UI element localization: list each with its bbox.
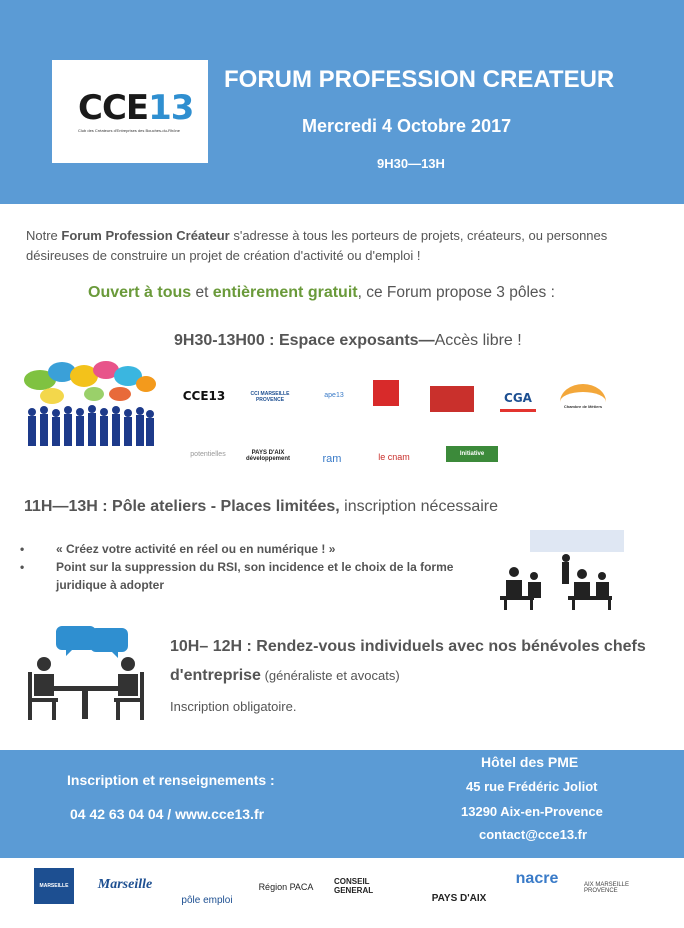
phone-website: 04 42 63 04 04 / www.cce13.fr xyxy=(70,806,265,822)
partner-logo-chambre-metiers: Chambre de Métiers xyxy=(560,384,606,420)
partner-logo-red-banner xyxy=(430,386,474,412)
event-title: FORUM PROFESSION CREATEUR xyxy=(224,66,615,93)
ateliers-heading: 11H—13H : Pôle ateliers - Places limitées, inscription nécessaire xyxy=(24,498,499,515)
sponsor-logo-nacre: nacre xyxy=(515,870,559,887)
info-label: Inscription et renseignements : xyxy=(67,772,275,788)
venue-street: 45 rue Frédéric Joliot xyxy=(466,779,598,794)
sponsor-logo-region-paca: Région PACA xyxy=(258,882,314,892)
footer-banner xyxy=(0,750,684,858)
header-banner xyxy=(0,0,684,204)
intro-paragraph: Notre Forum Profession Créateur s'adresse à tous les porteurs de projets, créateurs, ou personnes désireuses de construire un projet de création d'activité ou d'emploi ! xyxy=(26,228,608,263)
sponsor-logo-aix-marseille-provence: AIX MARSEILLE PROVENCE xyxy=(584,882,630,894)
sponsor-logo-marseille-tourisme: Marseille xyxy=(97,877,153,892)
sponsor-logo-conseil-general: CONSEIL GENERAL xyxy=(334,877,374,895)
contact-email: contact@cce13.fr xyxy=(479,827,588,842)
partner-logo-potentielles: potentielles xyxy=(190,450,226,458)
partner-logo-red-square xyxy=(373,380,399,406)
partner-logo-initiative: Initiative xyxy=(446,446,498,462)
sponsor-logo-marseille-eu: MARSEILLE xyxy=(34,868,74,904)
list-item: • « Créez votre activité en réel ou en numérique ! » xyxy=(18,540,488,558)
logo-wordmark: CCE13 xyxy=(78,88,194,128)
meeting-chat-icon xyxy=(24,626,148,722)
rdv-registration-note: Inscription obligatoire. xyxy=(170,699,297,714)
venue-city: 13290 Aix-en-Provence xyxy=(461,804,603,819)
partner-logo-cnam: le cnam xyxy=(378,452,410,462)
partner-logo-cga: CGA xyxy=(500,386,536,412)
partner-logo-cce13: CCE13 xyxy=(182,389,226,403)
logo-subtitle: Club des Créateurs d'Entreprises des Bouches-du-Rhône xyxy=(78,128,180,133)
venue-name: Hôtel des PME xyxy=(481,754,579,770)
sponsor-logo-pays-aix: PAYS D'AIX xyxy=(431,893,487,904)
rdv-heading: 10H– 12H : Rendez-vous individuels avec nos bénévoles chefs d'entreprise (généraliste et avocats) xyxy=(170,638,646,684)
event-date: Mercredi 4 Octobre 2017 xyxy=(302,116,512,136)
exposants-heading: 9H30-13H00 : Espace exposants—Accès libre ! xyxy=(174,332,522,349)
partner-logo-pays-aix-dev: PAYS D'AIX développement xyxy=(245,450,290,462)
event-time: 9H30—13H xyxy=(377,156,445,171)
open-line: Ouvert à tous et entièrement gratuit, ce Forum propose 3 pôles : xyxy=(88,284,555,301)
sponsor-logos xyxy=(0,860,684,920)
partner-logo-cci: CCI MARSEILLE PROVENCE xyxy=(250,391,290,403)
partner-logo-ape13: ape13 xyxy=(324,391,344,399)
meeting-silhouettes-image xyxy=(494,530,624,612)
crowd-speech-bubbles-image xyxy=(22,360,156,450)
sponsor-logo-pole-emploi: pôle emploi xyxy=(181,895,233,906)
cce13-logo xyxy=(52,60,208,163)
partner-logo-ram: ram xyxy=(322,453,342,465)
ateliers-list xyxy=(18,540,488,594)
list-item: • Point sur la suppression du RSI, son incidence et le choix de la forme juridique à adopter xyxy=(18,558,488,594)
